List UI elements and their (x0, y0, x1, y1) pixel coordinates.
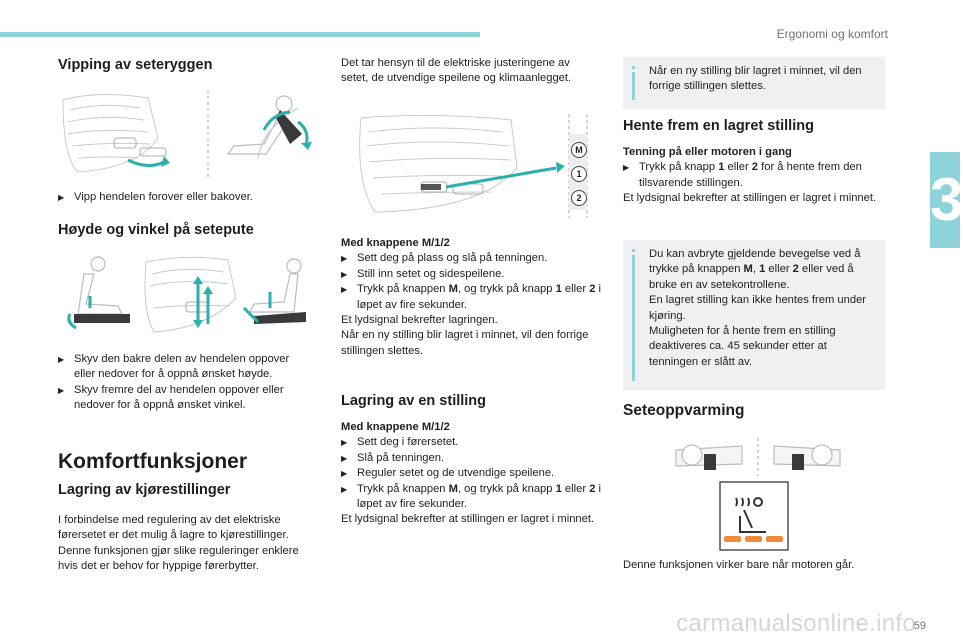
chapter-tab: 3 (930, 152, 960, 248)
seteoppvarming-text: Denne funksjonen virker bare når motoren går. (623, 559, 855, 571)
backrest-tilt-illustration (58, 88, 314, 180)
info-box-2 (623, 240, 885, 390)
header-accent-bar (0, 32, 480, 37)
intro-paragraph (341, 56, 599, 87)
memory-button-2[interactable]: 2 (571, 190, 587, 206)
hoyde-bullet-2: ▶ Skyv fremre del av hendelen oppover eller nedover for å oppnå ønsket vinkel. (58, 383, 312, 414)
heading-hente: Hente frem en lagret stilling (623, 118, 814, 134)
knappene-label: Med knappene M/1/2 (341, 237, 450, 249)
lagring-en-bullet-4: ▶ Trykk på knappen M, og trykk på knapp 1 eller 2 i løpet av fire sekunder. (341, 482, 601, 513)
hoyde-bullet-1: ▶ Skyv den bakre delen av hendelen oppover eller nedover for å oppnå ønsket høyde. (58, 352, 312, 383)
lagring-en-after: Et lydsignal bekrefter at stillingen er lagret i minnet. (341, 513, 595, 526)
info-icon (632, 249, 635, 381)
hente-bullet: ▶ Trykk på knapp 1 eller 2 for å hente frem den tilsvarende stillingen. (623, 160, 883, 191)
lagring-text: I forbindelse med regulering av det elektriske førersetet er det mulig å lagre to kjørestillinger. Denne funksjonen gjør slike reguleringer enklere hvis det er behov for hyppige førerbytter. (58, 514, 299, 573)
knappene-block (341, 236, 601, 359)
heading-lagring-kjorestillinger: Lagring av kjørestillinger (58, 482, 231, 498)
page-number: 59 (913, 620, 926, 632)
intro-text: Det tar hensyn til de elektriske justeringene av setet, de utvendige speilene og klimaanlegget. (341, 57, 572, 85)
memory-buttons-illustration (341, 112, 599, 220)
lagring-en-bullet-1: ▶ Sett deg i førersetet. (341, 435, 601, 450)
lagring-en-bullet-3: ▶ Reguler setet og de utvendige speilene. (341, 466, 601, 481)
watermark: carmanualsonline.info (676, 610, 916, 637)
info1-text: Når en ny stilling blir lagret i minnet, vil den forrige stillingen slettes. (649, 65, 862, 93)
hente-after: Et lydsignal bekrefter at stillingen er lagret i minnet. (623, 192, 877, 205)
lagring-en-bullet-2: ▶ Slå på tenningen. (341, 451, 601, 466)
heading-seteoppvarming: Seteoppvarming (623, 402, 745, 419)
knappene-bullet-3: ▶ Trykk på knappen M, og trykk på knapp 1 eller 2 i løpet av fire sekunder. (341, 282, 601, 313)
section-title: Ergonomi og komfort (776, 27, 888, 41)
lagring-en-label: Med knappene M/1/2 (341, 421, 450, 433)
info-icon (632, 66, 635, 100)
knappene-after-2: Når en ny stilling blir lagret i minnet, vil den forrige stillingen slettes. (341, 329, 589, 357)
heading-lagring-en: Lagring av en stilling (341, 393, 487, 409)
seat-heating-illustration (672, 436, 844, 556)
hente-block (623, 145, 883, 207)
info2-p3: Muligheten for å hente frem en stilling deaktiveres ca. 45 sekunder etter at tenningen er slått av. (649, 325, 836, 368)
info2-p1: Du kan avbryte gjeldende bevegelse ved å trykke på knappen M, 1 eller 2 eller ved å bruke en av setekontrollene. (649, 248, 861, 291)
heading-vipping: Vipping av seteryggen (58, 57, 213, 73)
knappene-bullet-2: ▶ Still inn setet og sidespeilene. (341, 267, 601, 282)
knappene-bullet-1: ▶ Sett deg på plass og slå på tenningen. (341, 251, 601, 266)
hente-label: Tenning på eller motoren i gang (623, 146, 792, 158)
info2-p2: En lagret stilling kan ikke hentes frem under kjøring. (649, 294, 867, 322)
vipping-text (58, 190, 308, 205)
lagring-paragraph (58, 513, 314, 575)
heading-komfort: Komfortfunksjoner (58, 450, 247, 473)
seteoppvarming-paragraph (623, 558, 885, 573)
knappene-after-1: Et lydsignal bekrefter lagringen. (341, 314, 498, 327)
hoyde-text (58, 352, 312, 414)
info-box-1 (623, 57, 885, 109)
lagring-en-block (341, 420, 601, 528)
memory-button-1[interactable]: 1 (571, 166, 587, 182)
seat-memory-control (421, 184, 441, 190)
cushion-height-illustration (58, 252, 314, 340)
memory-button-m[interactable]: M (571, 142, 587, 158)
vipping-bullet: ▶ Vipp hendelen forover eller bakover. (58, 190, 308, 205)
heading-hoyde: Høyde og vinkel på setepute (58, 222, 254, 238)
